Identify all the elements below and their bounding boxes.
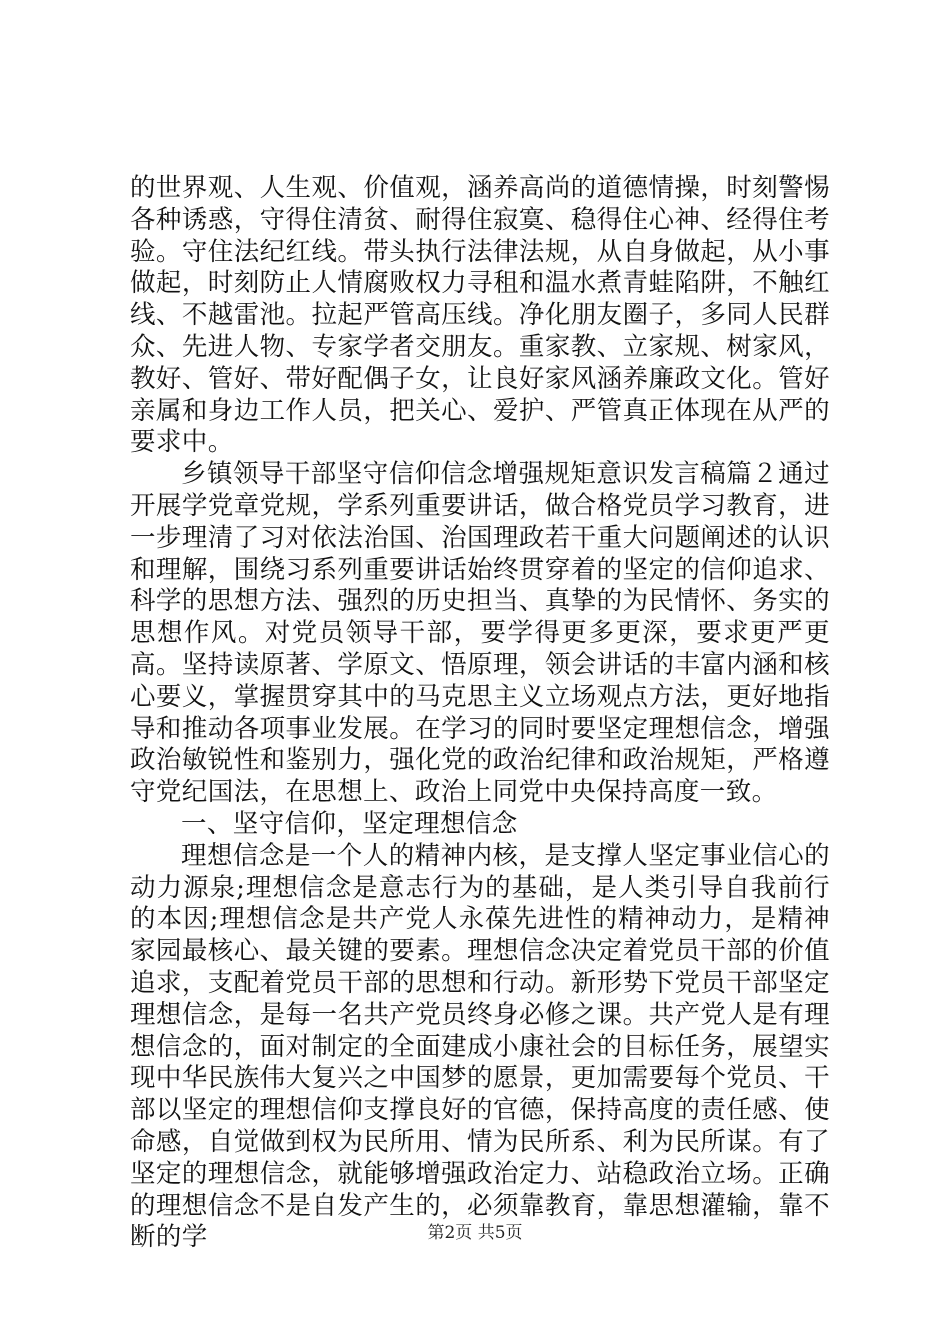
page-number-footer: 第2页 共5页 <box>427 1223 523 1243</box>
paragraph-speech-intro: 乡镇领导干部坚守信仰信念增强规矩意识发言稿篇２通过开展学党章党规，学系列重要讲话，做合格党员学习教育，进一步理清了习对依法治国、治国理政若干重大问题阐述的认识和理解，围绕习系列重要讲话始终贯穿着的坚定的信仰追求、科学的思想方法、强烈的历史担当、真挚的为民情怀、务实的思想作风。对党员领导干部，要学得更多更深，要求更严更高。坚持读原著、学原文、悟原理，领会讲话的丰富内涵和核心要义，掌握贯穿其中的马克思主义立场观点方法，更好地指导和推动各项事业发展。在学习的同时要坚定理想信念，增强政治敏锐性和鉴别力，强化党的政治纪律和政治规矩，严格遵守党纪国法，在思想上、政治上同党中央保持高度一致。 <box>130 459 830 808</box>
document-body <box>130 173 830 1254</box>
section-heading: 一、坚守信仰，坚定理想信念 <box>181 808 518 839</box>
paragraph-ideals-beliefs: 理想信念是一个人的精神内核，是支撑人坚定事业信心的动力源泉;理想信念是意志行为的基础，是人类引导自我前行的本因;理想信念是共产党人永葆先进性的精神动力，是精神家园最核心、最关键的要素。理想信念决定着党员干部的价值追求，支配着党员干部的思想和行动。新形势下党员干部坚定理想信念，是每一名共产党员终身必修之课。共产党人是有理想信念的，面对制定的全面建成小康社会的目标任务，展望实现中华民族伟大复兴之中国梦的愿景，更加需要每个党员、干部以坚定的理想信仰支撑良好的官德，保持高度的责任感、使命感，自觉做到权为民所用、情为民所系、利为民所谋。有了坚定的理想信念，就能够增强政治定力、站稳政治立场。正确的理想信念不是自发产生的，必须靠教育，靠思想灌输，靠不断的学 <box>130 840 830 1253</box>
paragraph-continuation: 的世界观、人生观、价值观，涵养高尚的道德情操，时刻警惕各种诱惑，守得住清贫、耐得住寂寞、稳得住心神、经得住考验。守住法纪红线。带头执行法律法规，从自身做起，从小事做起，时刻防止人情腐败权力寻租和温水煮青蛙陷阱，不触红线、不越雷池。拉起严管高压线。净化朋友圈子，多同人民群众、先进人物、专家学者交朋友。重家教、立家规、树家风，教好、管好、带好配偶子女，让良好家风涵养廉政文化。管好亲属和身边工作人员，把关心、爱护、严管真正体现在从严的要求中。 <box>130 173 830 458</box>
